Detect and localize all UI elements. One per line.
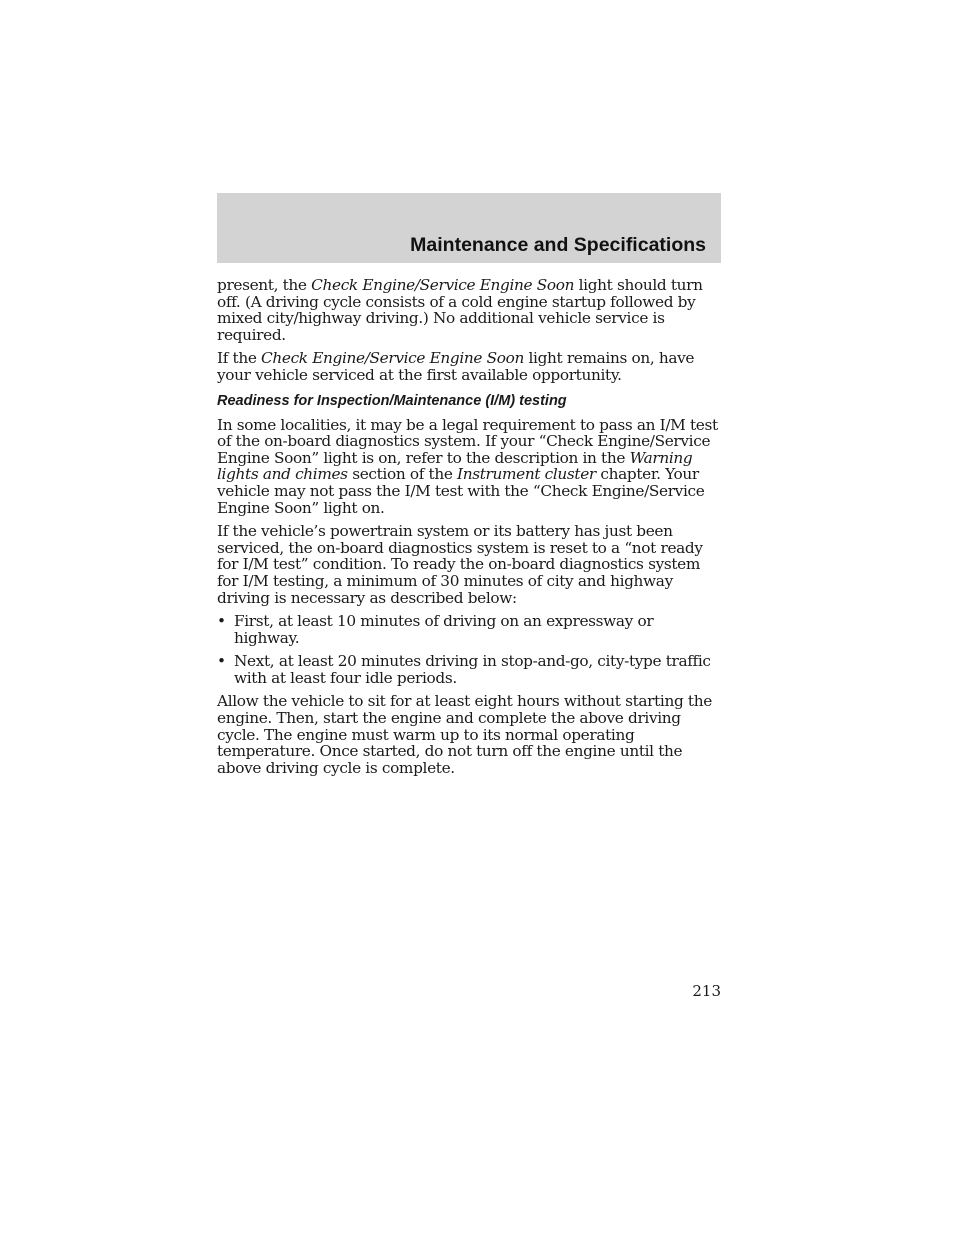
indicator-name: Check Engine/Service Engine Soon [261, 349, 524, 368]
paragraph-light-remains-on: If the Check Engine/Service Engine Soon light remains on, have your vehicle serviced at the first available opportunity. [217, 349, 695, 384]
section-header-band [217, 193, 721, 263]
page-content [217, 277, 721, 783]
bullet-icon: • [217, 612, 226, 631]
page-number: 213 [692, 982, 721, 1000]
driving-steps-list [217, 613, 721, 686]
chapter-reference: Instrument cluster [457, 465, 596, 484]
paragraph-warm-up: Allow the vehicle to sit for at least eight hours without starting the engine. Then, start the engine and complete the above driving cycle. The engine must warm up to its normal operating temperature. Once started, do not turn off the engine until the above driving cycle is complete. [217, 692, 712, 777]
section-title: Maintenance and Specifications [410, 234, 706, 256]
chapter-reference: Warning lights and chimes [217, 448, 693, 484]
paragraph-reset-condition: If the vehicle’s powertrain system or its battery has just been serviced, the on-board diagnostics system is reset to a “not ready for I/M test” condition. To ready the on-board diagnostics system for I/M testing, a minimum of 30 minutes of city and highway driving is necessary as described below: [217, 522, 703, 607]
paragraph-im-test: In some localities, it may be a legal requirement to pass an I/M test of the on-board diagnostics system. If your “Check Engine/Service Engine Soon” light is on, refer to the description in the Warning lights and chimes section of the Instrument cluster chapter. Your vehicle may not pass the I/M test with the “Check Engine/Service Engine Soon” light on. [217, 415, 718, 517]
subheading-im-readiness: Readiness for Inspection/Maintenance (I/M) testing [217, 392, 567, 409]
paragraph-driving-cycle: present, the Check Engine/Service Engine Soon light should turn off. (A driving cycle consists of a cold engine startup followed by mixed city/highway driving.) No additional vehicle service is required. [217, 276, 703, 344]
list-item: • First, at least 10 minutes of driving on an expressway or highway. [217, 612, 654, 647]
indicator-name: Check Engine/Service Engine Soon [311, 276, 575, 294]
list-item: • Next, at least 20 minutes driving in stop-and-go, city-type traffic with at least four idle periods. [217, 652, 711, 687]
bullet-icon: • [217, 652, 226, 671]
